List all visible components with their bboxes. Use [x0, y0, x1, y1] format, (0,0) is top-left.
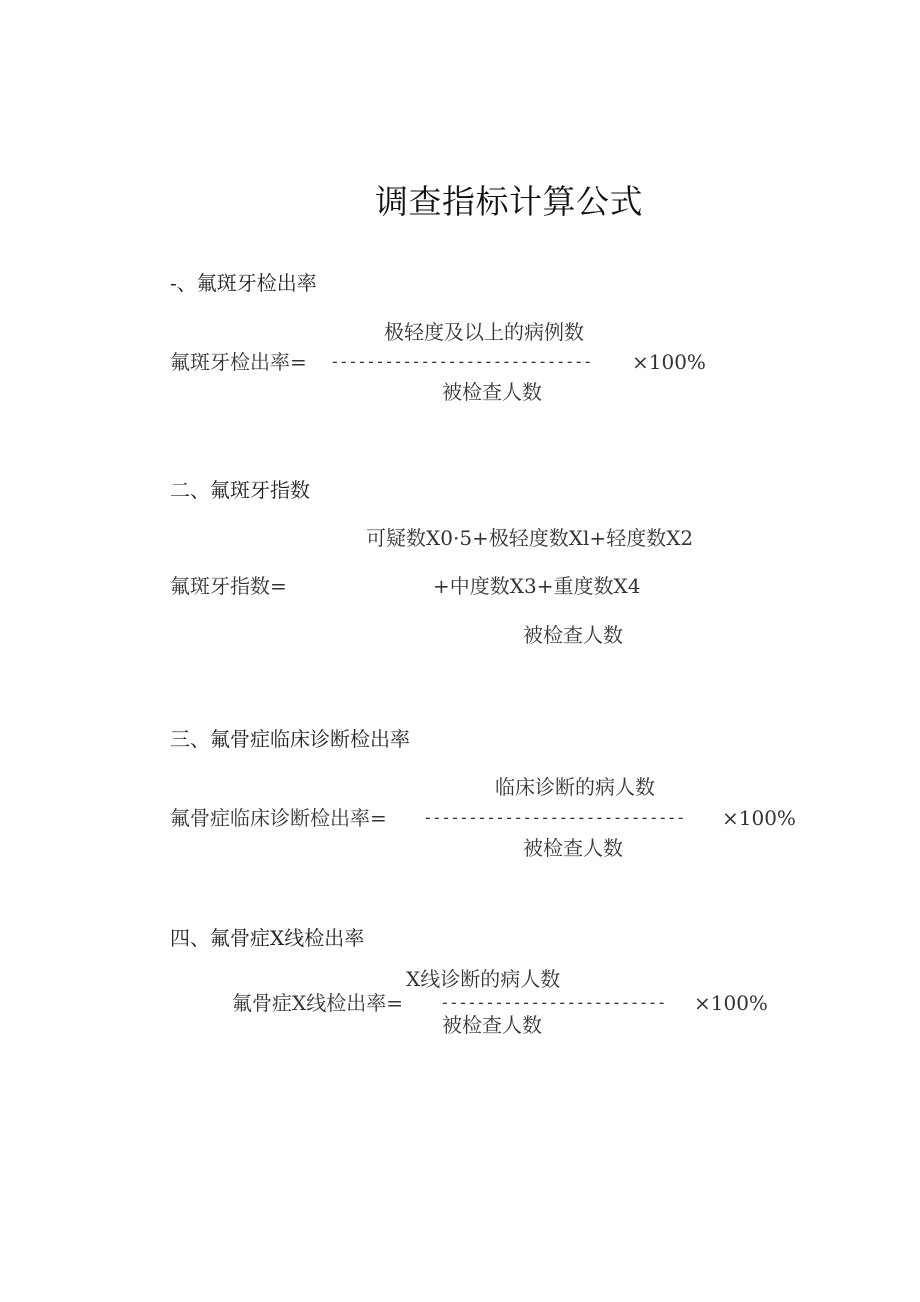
section-1-formula-lhs: 氟斑牙检出率= [170, 350, 307, 374]
section-1-numerator: 极轻度及以上的病例数 [384, 320, 584, 344]
section-3-heading: 三、氟骨症临床诊断检出率 [170, 727, 410, 751]
section-2-denominator: 被检查人数 [523, 623, 623, 647]
section-1-fraction-line: ----------------------------- [330, 352, 592, 371]
section-4-numerator: X线诊断的病人数 [406, 967, 561, 991]
section-4-fraction-line: ------------------------- [440, 993, 666, 1012]
section-3-denominator: 被检查人数 [523, 836, 623, 860]
section-4-heading: 四、氟骨症X线检出率 [170, 926, 365, 950]
section-3-formula-lhs: 氟骨症临床诊断检出率= [170, 806, 387, 830]
section-4-formula-lhs: 氟骨症X线检出率= [232, 991, 403, 1015]
section-4-multiplier: ×100% [694, 991, 768, 1015]
section-2-heading: 二、氟斑牙指数 [170, 478, 310, 502]
section-2-numerator-line-1: 可疑数X0·5+极轻度数Xl+轻度数X2 [366, 526, 694, 550]
section-3-numerator: 临床诊断的病人数 [495, 775, 655, 799]
section-3-fraction-line: ----------------------------- [423, 808, 685, 827]
section-2-numerator-line-2: +中度数X3+重度数X4 [433, 574, 641, 598]
section-1-multiplier: ×100% [632, 350, 706, 374]
section-3-multiplier: ×100% [722, 806, 796, 830]
section-2-formula-lhs: 氟斑牙指数= [170, 574, 287, 598]
section-1-heading: -、氟斑牙检出率 [170, 271, 317, 295]
section-4-denominator: 被检查人数 [442, 1013, 542, 1037]
page-title: 调查指标计算公式 [375, 182, 643, 221]
section-1-denominator: 被检查人数 [442, 380, 542, 404]
